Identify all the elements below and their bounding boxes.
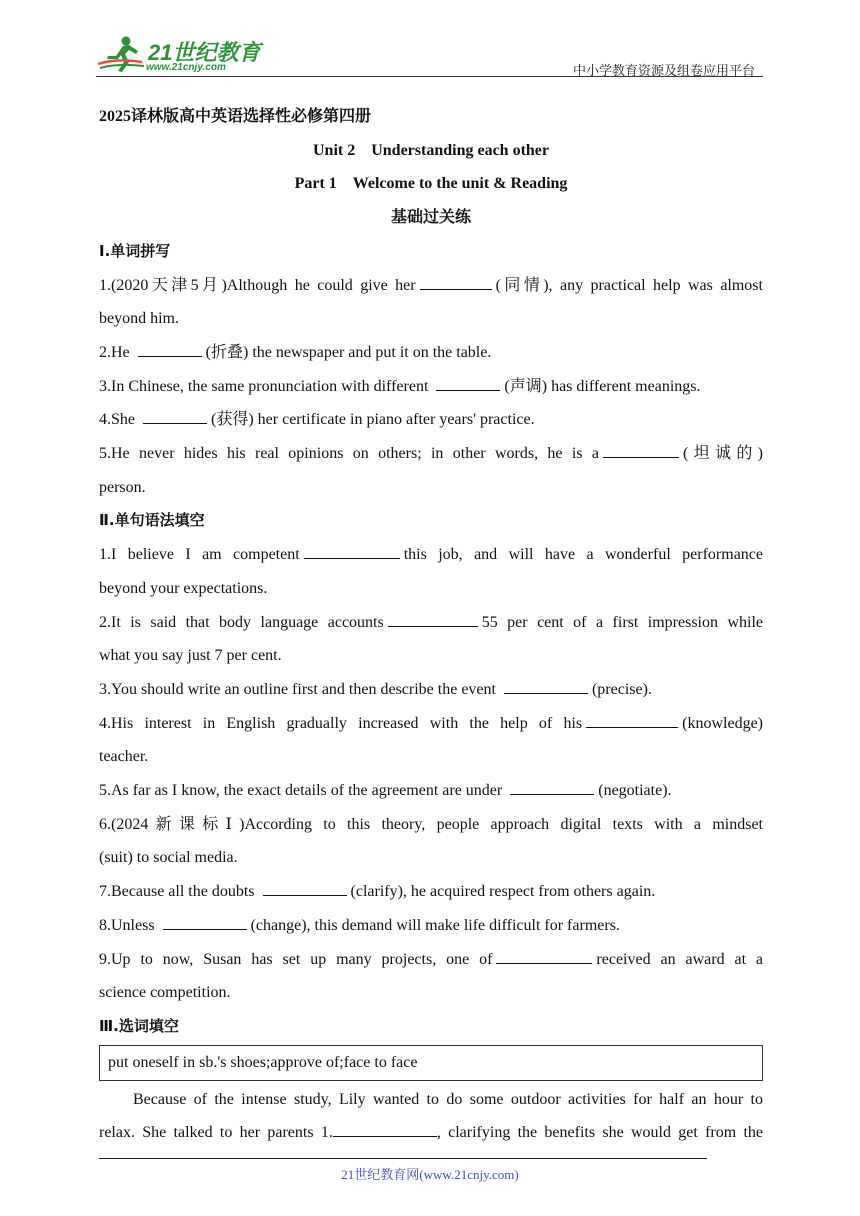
unit-title: Unit 2 Understanding each other bbox=[312, 141, 549, 159]
question-line: teacher. bbox=[99, 748, 149, 766]
answer-blank[interactable] bbox=[436, 374, 500, 391]
page-header bbox=[96, 32, 763, 78]
platform-name: 中小学教育资源及组卷应用平台 bbox=[572, 64, 755, 79]
part-title: Part 1 Welcome to the unit & Reading bbox=[294, 175, 568, 193]
word-bank-box: put oneself in sb.'s shoes;approve of;face to face bbox=[99, 1045, 763, 1081]
question-line: what you say just 7 per cent. bbox=[99, 647, 282, 665]
answer-blank[interactable] bbox=[510, 778, 594, 795]
question-line: 8.Unless (change), this demand will make life difficult for farmers. bbox=[99, 909, 763, 943]
question-line: beyond him. bbox=[99, 310, 179, 328]
section-heading-grammar: Ⅱ.单句语法填空 bbox=[99, 511, 205, 530]
answer-blank[interactable] bbox=[603, 441, 679, 458]
document-title: 2025译林版高中英语选择性必修第四册 bbox=[99, 108, 372, 125]
answer-blank[interactable] bbox=[388, 610, 478, 627]
footer-link[interactable]: 21世纪教育网(www.21cnjy.com) bbox=[341, 1167, 519, 1182]
question-line: 2.It is said that body language accounts 55 per cent of a first impression while bbox=[99, 606, 763, 640]
passage-line: relax. She talked to her parents 1. , clarifying the benefits she would get from the bbox=[99, 1116, 763, 1150]
answer-blank[interactable] bbox=[496, 947, 592, 964]
header-divider bbox=[96, 76, 763, 77]
question-line: 7.Because all the doubts (clarify), he acquired respect from others again. bbox=[99, 875, 763, 909]
question-line: 6.(2024新课标Ⅰ)According to this theory, people approach digital texts with a mindset bbox=[99, 815, 763, 833]
answer-blank[interactable] bbox=[504, 677, 588, 694]
question-line: science competition. bbox=[99, 984, 231, 1002]
answer-blank[interactable] bbox=[333, 1120, 437, 1137]
section-heading-spelling: Ⅰ.单词拼写 bbox=[99, 241, 171, 260]
footer-divider bbox=[99, 1158, 707, 1159]
exercise-subtitle: 基础过关练 bbox=[390, 209, 471, 227]
question-line: 3.In Chinese, the same pronunciation with different (声调) has different meanings. bbox=[99, 370, 763, 404]
question-line: 5.As far as I know, the exact details of the agreement are under (negotiate). bbox=[99, 774, 763, 808]
site-logo[interactable] bbox=[96, 34, 266, 74]
question-line: 4.She (获得) her certificate in piano after years' practice. bbox=[99, 403, 763, 437]
question-line: 1.(2020天津5月)Although he could give her (同情), any practical help was almost bbox=[99, 269, 763, 303]
question-line: 4.His interest in English gradually increased with the help of his (knowledge) bbox=[99, 707, 763, 741]
logo-url: www.21cnjy.com bbox=[146, 62, 226, 73]
answer-blank[interactable] bbox=[420, 273, 492, 290]
question-line: 9.Up to now, Susan has set up many projects, one of received an award at a bbox=[99, 943, 763, 977]
answer-blank[interactable] bbox=[163, 913, 247, 930]
answer-blank[interactable] bbox=[143, 407, 207, 424]
question-line: beyond your expectations. bbox=[99, 579, 268, 597]
question-line: person. bbox=[99, 478, 146, 496]
logo-text: 21世纪教育 bbox=[148, 40, 261, 65]
answer-blank[interactable] bbox=[138, 340, 202, 357]
answer-blank[interactable] bbox=[263, 879, 347, 896]
question-line: 5.He never hides his real opinions on others; in other words, he is a (坦诚的) bbox=[99, 437, 763, 471]
answer-blank[interactable] bbox=[304, 542, 400, 559]
answer-blank[interactable] bbox=[586, 711, 678, 728]
section-heading-word-choice: Ⅲ.选词填空 bbox=[99, 1016, 179, 1035]
question-line: 3.You should write an outline first and then describe the event (precise). bbox=[99, 673, 763, 707]
runner-icon bbox=[96, 34, 148, 74]
question-line: (suit) to social media. bbox=[99, 849, 238, 867]
question-line: 1.I believe I am competent this job, and will have a wonderful performance bbox=[99, 538, 763, 572]
passage-line: Because of the intense study, Lily wanted to do some outdoor activities for half an hour to bbox=[133, 1090, 763, 1108]
document-body bbox=[99, 100, 763, 1150]
question-line: 2.He (折叠) the newspaper and put it on the table. bbox=[99, 336, 763, 370]
